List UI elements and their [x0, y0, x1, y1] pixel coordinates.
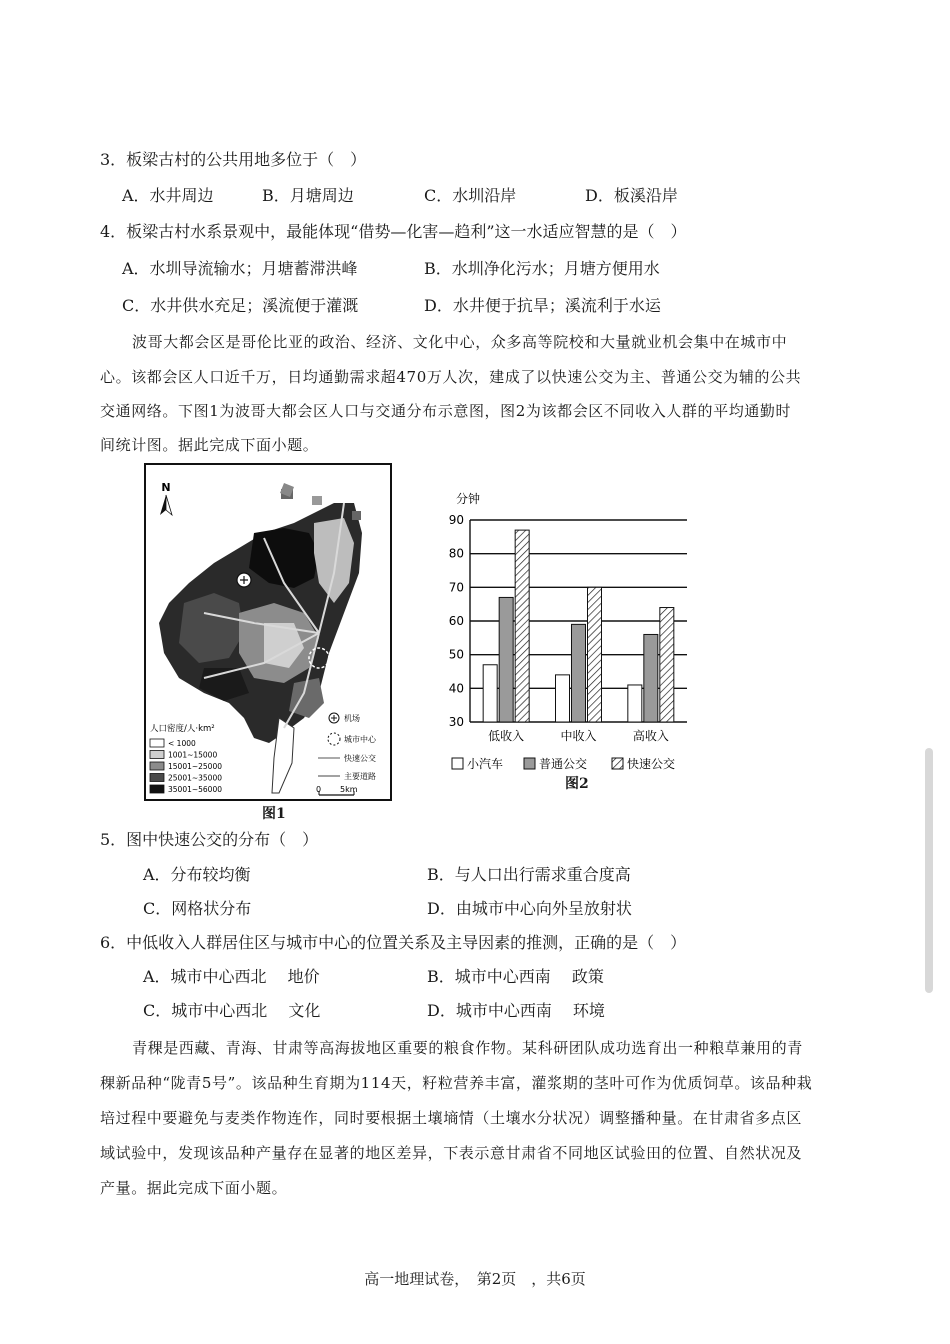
chart-ytick-label: 30	[448, 715, 464, 729]
passage2-line: 青稞是西藏、青海、甘肃等高海拔地区重要的粮食作物。某科研团队成功选育出一种粮草兼用的青	[132, 1039, 803, 1057]
vertical-scrollbar[interactable]	[925, 748, 933, 993]
chart-xtick-label: 高收入	[632, 729, 669, 743]
q4-option-a: A．水圳导流输水；月塘蓄滞洪峰	[122, 259, 358, 278]
chart-legend-label: 小汽车	[467, 757, 504, 771]
passage2-line: 稞新品种“陇青5号”。该品种生育期为114天，籽粒营养丰富，灌浆期的茎叶可作为优质饲草。该品种栽	[100, 1074, 813, 1092]
chart-legend-swatch	[524, 758, 535, 769]
q4-option-b: B．水圳净化污水；月塘方便用水	[424, 259, 660, 278]
svg-text:5km: 5km	[340, 785, 358, 794]
figure2-caption: 图2	[565, 776, 589, 792]
legend-city-center: 城市中心	[344, 735, 376, 744]
passage1-line: 交通网络。下图1为波哥大都会区人口与交通分布示意图，图2为该都会区不同收入人群的平均通勤时	[100, 402, 792, 420]
q4-stem: 4．板梁古村水系景观中，最能体现“借势—化害—趋利”这一水适应智慧的是（ ）	[100, 222, 687, 241]
chart-legend-swatch	[612, 758, 623, 769]
q5-option-c: C．网格状分布	[143, 899, 252, 918]
legend-main-road: 主要道路	[344, 772, 376, 781]
passage2-line: 培过程中要避免与麦类作物连作，同时要根据土壤墒情（土壤水分状况）调整播种量。在甘肃省多点区	[100, 1109, 803, 1127]
chart-ytick-label: 90	[448, 513, 464, 527]
legend-density-label: 35001~56000	[168, 785, 223, 794]
legend-density-label: 25001~35000	[168, 773, 223, 783]
svg-text:人口密度/人·km²: 人口密度/人·km²	[150, 724, 215, 734]
q3-option-c: C．水圳沿岸	[424, 186, 517, 205]
chart-bar	[644, 634, 658, 722]
legend-density-swatch	[150, 762, 164, 770]
passage2-line: 域试验中，发现该品种产量存在显著的地区差异，下表示意甘肃省不同地区试验田的位置、自然状况及	[100, 1144, 803, 1162]
legend-density-swatch	[150, 774, 164, 782]
passage1-line: 心。该都会区人口近千万，日均通勤需求超470万人次，建成了以快速公交为主、普通公交为辅的公共	[100, 368, 802, 386]
chart-bar	[660, 608, 674, 722]
figure2-chart	[430, 484, 710, 779]
legend-density-label: 1001~15000	[168, 750, 218, 760]
q5-stem: 5．图中快速公交的分布（ ）	[100, 830, 319, 849]
q3-option-a: A．水井周边	[122, 186, 214, 205]
figure1-caption: 图1	[262, 806, 286, 822]
chart-bar	[499, 597, 513, 722]
q6-option-c: C．城市中心西北 文化	[143, 1001, 321, 1020]
q5-option-b: B．与人口出行需求重合度高	[427, 865, 631, 884]
airport-icon	[237, 573, 251, 587]
q6-option-b: B．城市中心西南 政策	[427, 967, 604, 986]
chart-bar	[628, 685, 642, 722]
q5-option-a: A．分布较均衡	[143, 865, 251, 884]
chart-bar	[556, 675, 570, 722]
q6-option-a: A．城市中心西北 地价	[143, 967, 320, 986]
legend-density-label: < 1000	[168, 739, 196, 748]
chart-ytick-label: 50	[448, 647, 464, 662]
passage2-line: 产量。据此完成下面小题。	[100, 1179, 288, 1197]
legend-density-swatch	[150, 785, 164, 793]
legend-density-swatch	[150, 751, 164, 759]
legend-density-swatch	[150, 739, 164, 747]
chart-ytick-label: 60	[448, 614, 464, 628]
q3-stem: 3．板梁古村的公共用地多位于（ ）	[100, 150, 367, 169]
q6-stem: 6．中低收入人群居住区与城市中心的位置关系及主导因素的推测，正确的是（ ）	[100, 933, 687, 952]
chart-ytick-label: 40	[448, 681, 464, 696]
legend-density-label: 15001~25000	[168, 762, 223, 771]
legend-brt: 快速公交	[344, 754, 376, 763]
chart-ytick-label: 80	[448, 546, 464, 561]
chart-ylabel: 分钟	[456, 492, 481, 506]
q4-option-d: D．水井便于抗旱；溪流利于水运	[424, 296, 661, 315]
svg-text:N: N	[161, 481, 171, 494]
chart-bar	[572, 624, 586, 722]
page-footer: 高一地理试卷， 第2页 ，共6页	[364, 1270, 586, 1288]
chart-xtick-label: 中收入	[560, 729, 597, 743]
chart-bar	[515, 530, 529, 722]
passage1-line: 间统计图。据此完成下面小题。	[100, 436, 319, 454]
q4-option-c: C．水井供水充足；溪流便于灌溉	[122, 296, 359, 315]
chart-xtick-label: 低收入	[488, 729, 525, 743]
svg-text:0: 0	[316, 785, 322, 794]
q6-option-d: D．城市中心西南 环境	[427, 1001, 605, 1020]
figure1-map	[144, 463, 392, 803]
chart-legend-swatch	[452, 758, 463, 769]
q3-option-d: D．板溪沿岸	[585, 186, 678, 205]
chart-bar	[588, 587, 602, 722]
q3-option-b: B．月塘周边	[262, 186, 354, 205]
chart-bar	[483, 665, 497, 722]
q5-option-d: D．由城市中心向外呈放射状	[427, 899, 632, 918]
chart-ytick-label: 70	[448, 580, 464, 595]
chart-legend-label: 普通公交	[539, 757, 588, 771]
passage1-line: 波哥大都会区是哥伦比亚的政治、经济、文化中心，众多高等院校和大量就业机会集中在城市中	[132, 333, 788, 351]
chart-legend-label: 快速公交	[627, 757, 676, 771]
legend-airport: 机场	[344, 714, 360, 723]
